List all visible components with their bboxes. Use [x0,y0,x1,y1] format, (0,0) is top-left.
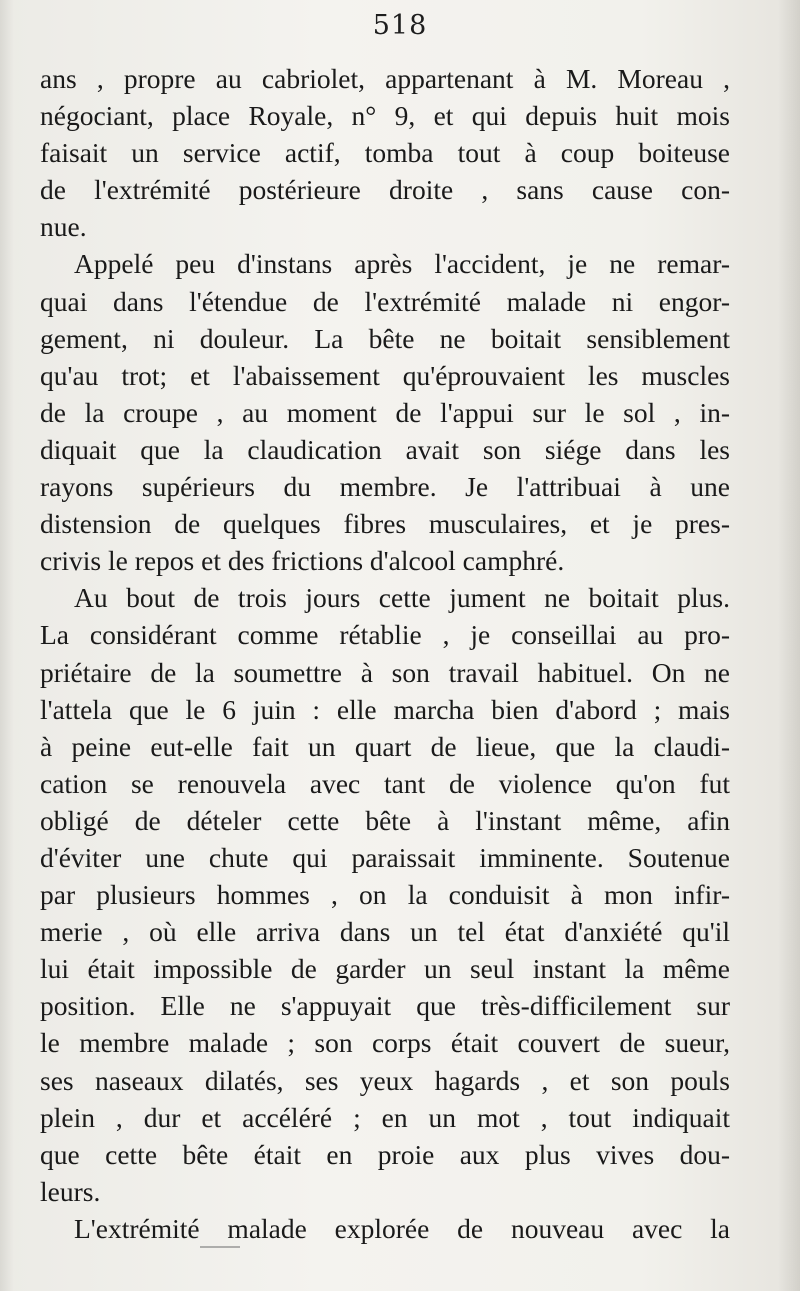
text-line: lui était impossible de garder un seul instant la même [40,953,730,985]
text-line: par plusieurs hommes , on la conduisit à mon infir- [40,879,730,911]
text-line: que cette bête était en proie aux plus vives dou- [40,1138,730,1170]
text-line: de l'extrémité postérieure droite , sans cause con- [40,174,730,206]
text-line: rayons supérieurs du membre. Je l'attribuai à une [40,471,730,503]
text-line: priétaire de la soumettre à son travail habituel. On ne [40,656,730,688]
text-line: gement, ni douleur. La bête ne boitait sensiblement [40,322,730,354]
text-line: crivis le repos et des frictions d'alcool camphré. [40,545,565,577]
text-line: diquait que la claudication avait son siége dans les [40,433,730,465]
text-line: La considérant comme rétablie , je conseillai au pro- [40,619,730,651]
text-line: distension de quelques fibres musculaires, et je pres- [40,508,730,540]
text-line: faisait un service actif, tomba tout à coup boiteuse [40,137,730,169]
text-line: plein , dur et accéléré ; en un mot , tout indiquait [40,1101,730,1133]
text-line: l'attela que le 6 juin : elle marcha bien d'abord ; mais [40,693,730,725]
text-line: d'éviter une chute qui paraissait imminente. Soutenue [40,841,730,873]
page-number: 518 [372,10,428,41]
text-line: Appelé peu d'instans après l'accident, je ne remar- [74,248,730,280]
text-line: merie , où elle arriva dans un tel état d'anxiété qu'il [40,916,730,948]
text-line: à peine eut-elle fait un quart de lieue, que la claudi- [40,730,730,762]
text-line: L'extrémité malade explorée de nouveau avec la [74,1212,730,1244]
text-line: obligé de dételer cette bête à l'instant même, afin [40,804,730,836]
page-left-shadow [0,0,14,1291]
text-line: quai dans l'étendue de l'extrémité malade ni engor- [40,285,730,317]
text-line: cation se renouvela avec tant de violence qu'on fut [40,767,730,799]
text-line: nue. [40,211,87,243]
text-line: négociant, place Royale, n° 9, et qui depuis huit mois [40,100,730,132]
print-mark [200,1246,240,1248]
text-line: position. Elle ne s'appuyait que très-difficilement sur [40,990,730,1022]
text-line: le membre malade ; son corps était couvert de sueur, [40,1027,730,1059]
text-line: Au bout de trois jours cette jument ne boitait plus. [74,582,730,614]
text-line: ses naseaux dilatés, ses yeux hagards , et son pouls [40,1064,730,1096]
body-text [40,60,730,1247]
page-right-shadow [778,0,800,1291]
text-line: leurs. [40,1175,101,1207]
text-line: qu'au trot; et l'abaissement qu'éprouvaient les muscles [40,359,730,391]
text-line: de la croupe , au moment de l'appui sur le sol , in- [40,396,730,428]
text-line: ans , propre au cabriolet, appartenant à M. Moreau , [40,63,730,94]
